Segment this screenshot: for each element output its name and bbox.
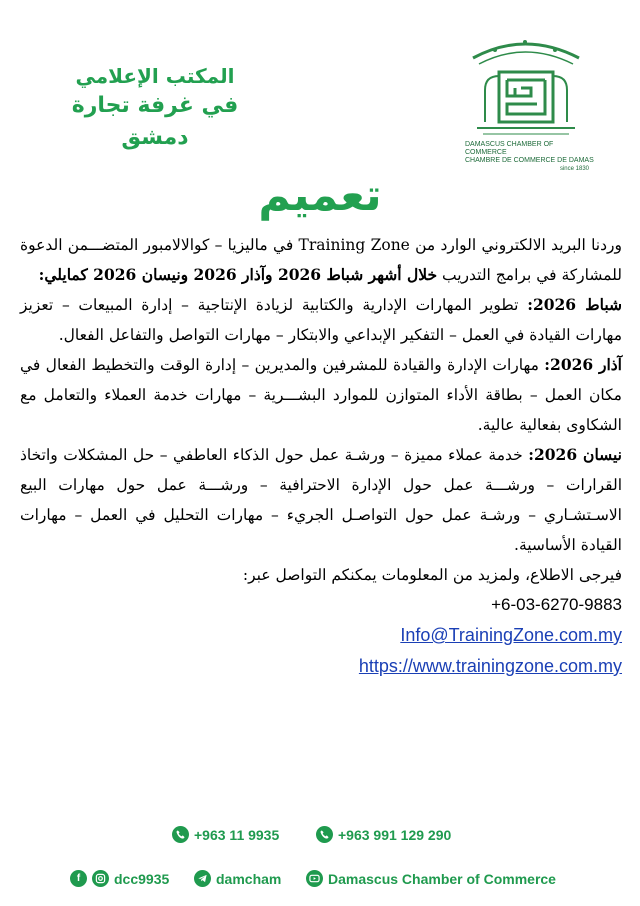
march-text: مهارات الإدارة والقيادة للمشرفين والمديرين – إدارة الوقت والتخطيط الفعال في مكان العمل – بطاقة الأداء المتوازن للموارد البشـــرية – مهارات خدمة العملاء والتعامل مع الشكاوى بفعالية عالية. [20,356,622,434]
march-label: آذار 2026: [544,355,622,374]
instagram-icon [92,870,109,887]
contact-phone: +6-03-6270-9883 [491,595,622,614]
office-line-1: المكتب الإعلامي [75,64,235,88]
april-text: خدمة عملاء مميزة – ورشـة عمل حول الذكاء العاطفي – حل المشكلات واتخاذ القرارات – ورشـــة عمل حول الإدارة الاحترافية – ورشـــة عمل حول مهارات البيع الاسـتشـاري – ورشـة عمل حول التواصـل الجريء – مهارات التحليل في العمل – مهارات القيادة الأساسية. [20,446,622,554]
footer-phone-1[interactable] [172,826,279,843]
april-label: نيسان 2026: [528,445,622,464]
logo-caption [465,141,595,173]
footer-phone-2-text: +963 991 129 290 [338,826,452,843]
footer-social-handle-text: dcc9935 [114,870,170,887]
chamber-emblem-icon [455,36,595,140]
february-label: شباط 2026: [527,295,623,314]
whatsapp-icon [172,826,189,843]
footer-phone-1-text: +963 11 9935 [194,826,280,843]
intro-text: وردنا البريد الالكتروني الوارد من Training Zone في ماليزيا – كوالالامبور المتضـــمن الدعوة للمشاركة في برامج التدريب [20,236,622,284]
logo-caption-en: DAMASCUS CHAMBER OF COMMERCE [465,141,554,156]
april-paragraph [20,440,622,560]
contact-website-link[interactable]: https://www.trainingzone.com.my [358,656,622,676]
intro-bold-text: خلال أشهر شباط 2026 وآذار 2026 ونيسان 2026 كمايلي: [38,265,438,284]
footer-youtube[interactable] [306,870,556,887]
footer-social-handle[interactable] [70,870,169,887]
media-office-heading [40,62,270,154]
chamber-logo [455,36,595,172]
circular-body [20,230,622,682]
footer-telegram-text: damcham [216,870,282,887]
march-paragraph [20,350,622,440]
contact-email-link[interactable]: Info@TrainingZone.com.my [400,625,622,645]
closing-text: فيرجى الاطلاع، ولمزيد من المعلومات يمكنكم التواصل عبر: [242,566,622,584]
intro-paragraph [20,230,622,290]
facebook-icon: f [70,870,87,887]
footer-telegram[interactable] [194,870,281,887]
footer-phone-2[interactable] [316,826,451,843]
february-text: تطوير المهارات الإدارية والكتابية لزيادة الإنتاجية – إدارة المبيعات – تعزيز مهارات القيادة في العمل – التفكير الإبداعي والابتكار – مهارات التواصل والتفاعل الفعال. [20,296,622,344]
february-paragraph [20,290,622,350]
circular-title: تعميم [258,170,382,221]
office-line-2: في غرفة تجارة دمشق [71,93,239,150]
logo-caption-fr: CHAMBRE DE COMMERCE DE DAMAS [465,157,594,164]
logo-since: since 1830 [559,166,589,172]
youtube-icon [306,870,323,887]
whatsapp-icon [316,826,333,843]
footer-youtube-text: Damascus Chamber of Commerce [328,870,556,887]
telegram-icon [194,870,211,887]
